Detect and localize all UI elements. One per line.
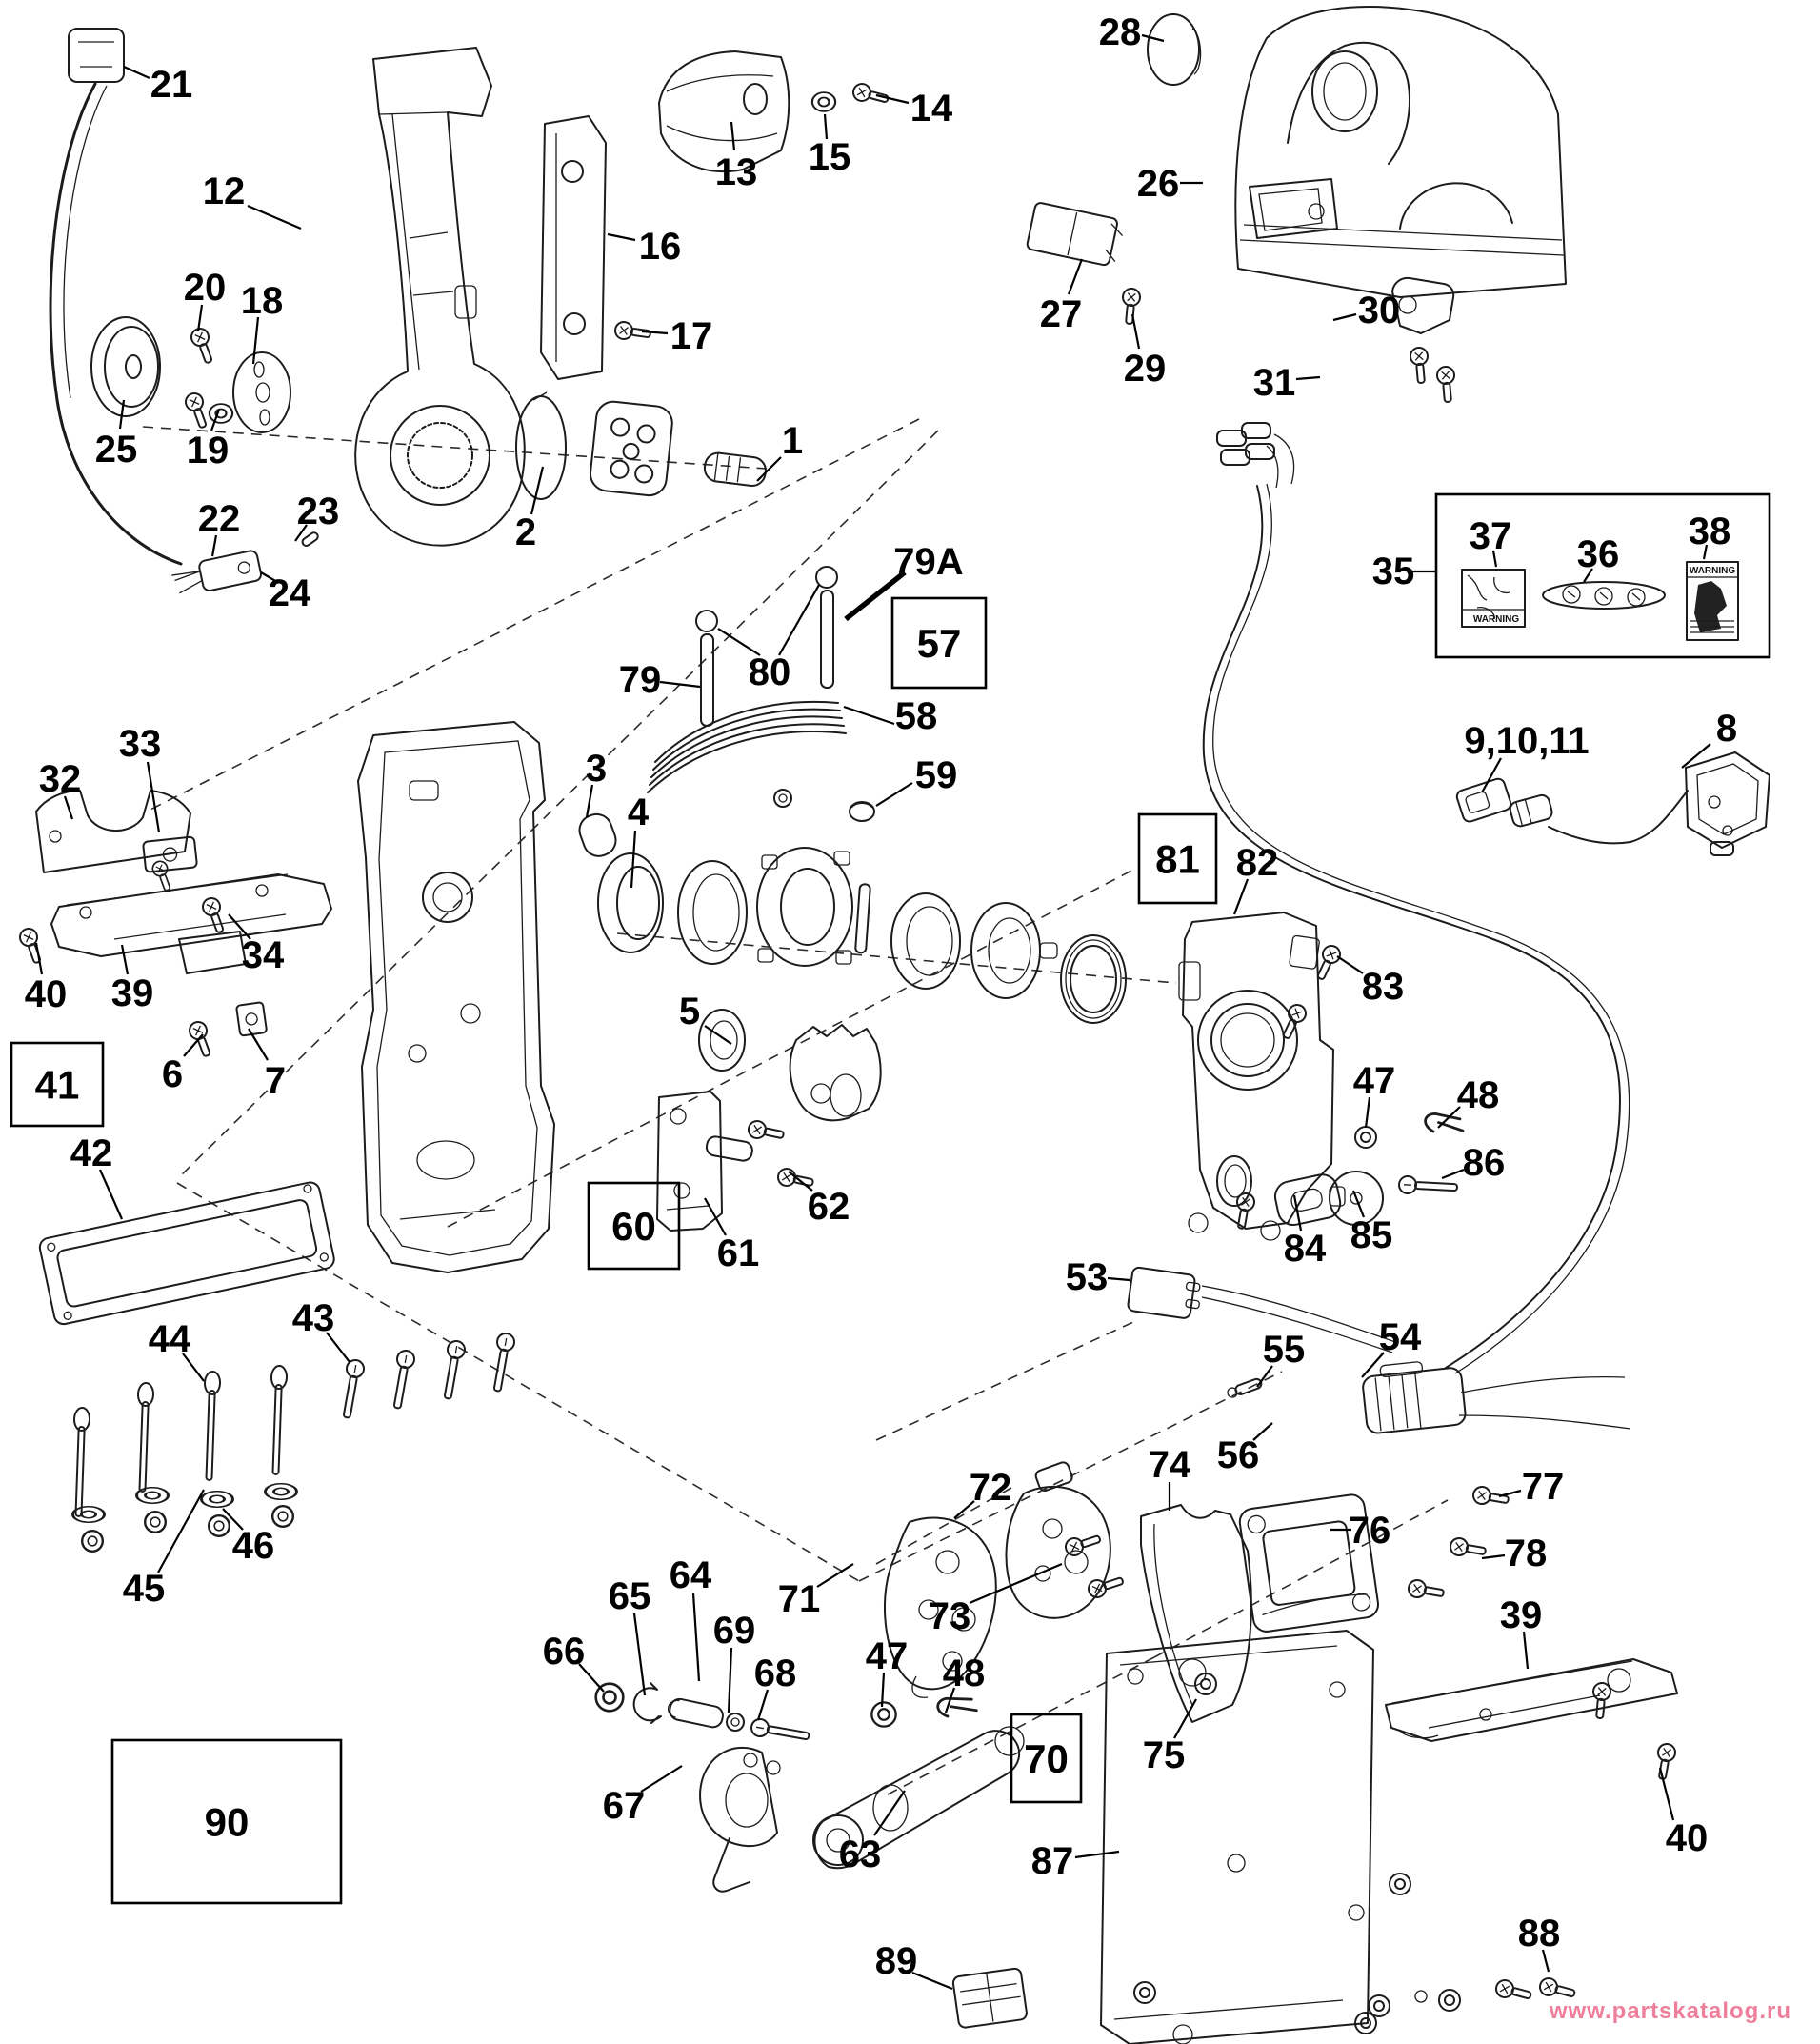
part-number: 29 [1123, 348, 1167, 390]
part-callout [223, 1509, 274, 1567]
part-number: 39 [110, 972, 154, 1014]
washer [1390, 1874, 1410, 1894]
part-number: 90 [204, 1799, 250, 1845]
part-callout [642, 315, 712, 357]
part-18-plate [233, 352, 290, 432]
screw [1450, 1537, 1488, 1560]
part-number: 86 [1462, 1142, 1506, 1184]
warning-pictogram [1694, 581, 1727, 632]
part-number: 33 [118, 723, 162, 765]
part-callout [1350, 1191, 1393, 1256]
part-89-block [952, 1968, 1028, 2028]
linkage-84-85-86 [1272, 1106, 1464, 1228]
harness-plug-top [1217, 423, 1294, 488]
part-54-connector [1361, 1357, 1630, 1433]
part-55-pin [1227, 1377, 1263, 1398]
part-callout [839, 1791, 905, 1875]
e-clip [634, 1683, 661, 1723]
part-callout [1031, 1840, 1119, 1882]
part-number: 59 [914, 754, 958, 796]
bolt [268, 1366, 287, 1474]
screw [747, 1119, 785, 1143]
part-callout [39, 758, 82, 819]
part-number: 89 [874, 1940, 918, 1982]
part-5-wheel [699, 1010, 881, 1120]
part-number: 76 [1348, 1510, 1391, 1552]
screw [389, 1350, 415, 1410]
part-callout [609, 1575, 651, 1695]
part-23-pin [301, 531, 319, 548]
part-25-grommet [91, 317, 160, 416]
main-housing [358, 722, 554, 1272]
bolt-rows [70, 1333, 515, 1552]
part-number: 8 [1715, 708, 1738, 750]
part-number: 70 [1024, 1736, 1069, 1781]
washer [210, 404, 232, 423]
bolt [134, 1383, 153, 1492]
part-callout [670, 1554, 712, 1681]
part-number: 67 [602, 1785, 646, 1827]
part-callout [875, 1940, 952, 1989]
part-number: 19 [186, 430, 230, 471]
part-number: 56 [1216, 1434, 1260, 1476]
boxed-callout [1139, 814, 1216, 903]
part-number: 40 [1665, 1817, 1709, 1859]
part-callout [846, 541, 964, 619]
screw [200, 895, 229, 934]
watermark: www.partskatalog.ru [1549, 1998, 1791, 2024]
part-number: 80 [748, 651, 791, 693]
part-72-plate [1007, 1461, 1110, 1618]
part-number: 83 [1361, 966, 1405, 1008]
part-number: 55 [1262, 1329, 1306, 1371]
screw [189, 326, 217, 365]
part-callout [292, 1297, 350, 1362]
part-number: 58 [894, 695, 938, 737]
part-callout [954, 1467, 1011, 1518]
part-number: 26 [1136, 163, 1180, 205]
part-callout [866, 1635, 909, 1707]
part-callout [679, 991, 731, 1044]
part-callout [1099, 11, 1164, 53]
part-callout [1660, 1768, 1708, 1859]
part-number: 39 [1499, 1594, 1543, 1636]
part-number: 68 [753, 1653, 797, 1694]
part-39-bracket-right [1386, 1659, 1677, 1741]
part-number: 45 [122, 1568, 166, 1610]
part-callout [1353, 1060, 1396, 1128]
part-number: 37 [1469, 515, 1512, 557]
part-callout [1438, 1074, 1499, 1128]
washer [1369, 1995, 1390, 2016]
part-number: 32 [38, 758, 82, 800]
screw [338, 1359, 365, 1419]
part-callout [1143, 1699, 1196, 1776]
part-number: 18 [240, 280, 284, 322]
bolt [70, 1408, 90, 1516]
fasteners-top-left [91, 82, 890, 432]
part-number: 6 [161, 1053, 184, 1095]
nut [774, 790, 791, 807]
part-callout [1482, 1533, 1547, 1574]
part-number: 23 [296, 491, 340, 532]
nut [272, 1506, 293, 1527]
part-callout [203, 170, 301, 229]
part-callout [603, 1766, 682, 1827]
part-26-cover [1235, 7, 1566, 297]
part-callout [70, 1132, 122, 1219]
washer [1355, 1127, 1376, 1148]
nut [82, 1531, 103, 1552]
part-number: 47 [1352, 1060, 1396, 1102]
part-number: 64 [669, 1554, 712, 1596]
screw [1436, 366, 1456, 402]
part-9-10-11-connector [1455, 777, 1630, 844]
part-number: 66 [542, 1631, 586, 1673]
part-number: 28 [1098, 11, 1142, 53]
part-callout [515, 467, 543, 553]
warning-text: WARNING [1472, 614, 1520, 625]
boxed-callout [1011, 1714, 1081, 1802]
washer [812, 92, 835, 111]
part-number: 71 [777, 1578, 821, 1620]
callout-layer [11, 11, 1737, 1989]
part-number: 25 [94, 429, 138, 471]
part-number: 1 [781, 420, 804, 462]
part-callout [1500, 1594, 1543, 1669]
screw [1410, 347, 1430, 383]
part-callout [249, 1029, 286, 1102]
screw [150, 859, 174, 892]
shift-decal-36 [1543, 582, 1665, 609]
part-callout [778, 1564, 853, 1620]
part-callout [715, 122, 758, 193]
part-number: 30 [1357, 290, 1401, 331]
part-30-clip [1392, 278, 1453, 333]
cam-ring [757, 848, 852, 966]
part-callout [1217, 1423, 1272, 1476]
warning-decal-38 [1687, 562, 1738, 640]
part-callout [1253, 362, 1320, 404]
washer [1439, 1990, 1460, 2011]
nut [209, 1515, 230, 1536]
part-number: 44 [148, 1318, 191, 1360]
part-callout [184, 267, 227, 331]
part-callout [543, 1631, 604, 1692]
part-number: 38 [1688, 511, 1731, 552]
part-callout [261, 572, 311, 614]
part-number: 13 [714, 151, 758, 193]
part-callout [1137, 163, 1203, 205]
boxed-callout [11, 1043, 103, 1126]
part-callout [713, 1610, 756, 1713]
part-number: 42 [70, 1132, 113, 1174]
screw [1591, 1682, 1611, 1718]
part-28-cap [1148, 14, 1201, 85]
part-27-pad [1027, 202, 1126, 268]
part-callout [198, 498, 241, 556]
part-number: 12 [202, 170, 246, 212]
washer [137, 1488, 169, 1504]
part-callout [718, 585, 819, 693]
warning-decal-37 [1462, 570, 1525, 627]
part-number: 78 [1504, 1533, 1548, 1574]
washer [266, 1484, 297, 1500]
bolt [1399, 1176, 1458, 1196]
part-callout [1284, 1195, 1327, 1270]
part-16-trim-cover [541, 116, 606, 379]
part-number: 41 [34, 1062, 80, 1108]
part-number: 20 [183, 267, 227, 309]
part-number: 88 [1517, 1913, 1561, 1954]
screw [1472, 1486, 1510, 1509]
part-42-gasket [38, 1181, 336, 1326]
part-callout [1577, 533, 1620, 582]
part-number: 84 [1283, 1228, 1327, 1270]
part-number: 62 [807, 1186, 850, 1228]
part-number: 75 [1142, 1734, 1186, 1776]
part-callout [1372, 551, 1435, 592]
part-callout [1362, 1316, 1422, 1377]
screw [1653, 1743, 1676, 1781]
part-callout [229, 914, 285, 976]
boxed-callout [112, 1740, 341, 1903]
part-callout [1470, 515, 1512, 567]
part-number: 74 [1148, 1444, 1191, 1486]
part-callout [789, 1172, 850, 1228]
washer [871, 1702, 895, 1726]
part-number: 57 [916, 621, 962, 666]
part-number: 9,10,11 [1464, 720, 1590, 762]
part-callout [876, 754, 957, 806]
part-callout [119, 723, 162, 832]
part-58-belt [648, 702, 846, 792]
screw [1121, 288, 1141, 324]
part-callout [943, 1653, 986, 1713]
part-callout [187, 410, 230, 471]
part-number: 14 [910, 88, 953, 130]
part-callout [619, 659, 700, 701]
part-number: 79A [893, 541, 964, 583]
screw [187, 1019, 215, 1058]
part-number: 40 [24, 973, 68, 1015]
part-number: 36 [1576, 533, 1620, 575]
nut [145, 1512, 166, 1533]
part-number: 48 [942, 1653, 986, 1694]
screw [17, 926, 46, 965]
part-number: 82 [1235, 842, 1279, 884]
clutch-disc-stack [598, 848, 1126, 1231]
part-callout [1442, 1142, 1505, 1184]
part-number: 35 [1371, 551, 1415, 592]
part-number: 46 [231, 1525, 275, 1567]
part-callout [95, 400, 138, 471]
part-callout [705, 1198, 759, 1274]
screw [1408, 1579, 1446, 1602]
part-number: 47 [865, 1635, 909, 1677]
screw [183, 391, 211, 430]
part-callout [1234, 842, 1278, 914]
part-callout [1682, 708, 1737, 768]
part-67-clamp [700, 1748, 780, 1892]
part-callout [1149, 1444, 1191, 1511]
screw [1494, 1978, 1532, 2004]
part-callout [844, 695, 937, 737]
nut [727, 1713, 744, 1731]
warning-text: WARNING [1689, 566, 1736, 576]
part-callout [1518, 1913, 1561, 1972]
part-84-link [1272, 1172, 1343, 1228]
part-number: 60 [611, 1204, 656, 1249]
part-callout [586, 748, 607, 817]
washer [202, 1492, 233, 1508]
part-callout [162, 1034, 203, 1095]
part-number: 4 [627, 792, 650, 833]
boxed-callout [892, 598, 986, 688]
part-number: 43 [291, 1297, 335, 1339]
cover-recess [1250, 179, 1337, 238]
part-callout [809, 114, 851, 178]
part-8-horn [1630, 752, 1770, 855]
part-callout [1066, 1256, 1130, 1298]
part-number: 5 [678, 991, 701, 1032]
cover-assembly [1027, 7, 1566, 403]
part-callout [1464, 720, 1589, 792]
part-number: 22 [197, 498, 241, 540]
part-callout [876, 88, 953, 130]
part-number: 65 [608, 1575, 651, 1617]
part-59-plug [850, 802, 874, 821]
part-39-rail [51, 874, 331, 973]
part-number: 24 [268, 572, 311, 614]
part-number: 69 [712, 1610, 756, 1652]
part-number: 21 [150, 64, 193, 106]
screw [851, 82, 890, 108]
part-12-control-lever [355, 48, 525, 546]
part-number: 7 [264, 1060, 287, 1102]
part-callout [123, 1490, 204, 1610]
part-callout [754, 1653, 797, 1720]
bolt [201, 1372, 220, 1480]
part-number: 17 [670, 315, 713, 357]
part-callout [757, 420, 803, 481]
part-callout [1333, 290, 1400, 331]
part-1-detent-assembly [516, 392, 768, 499]
part-number: 15 [808, 136, 851, 178]
part-number: 2 [514, 511, 537, 553]
part-number: 16 [638, 226, 682, 268]
part-21-cable-anchor [50, 29, 181, 564]
part-61-bracket [657, 1092, 753, 1231]
part-callout [628, 792, 650, 888]
part-callout [149, 1318, 204, 1381]
part-callout [1040, 259, 1083, 335]
part-7-square-nut [236, 1002, 267, 1036]
part-callout [111, 945, 154, 1014]
part-number: 3 [585, 748, 608, 790]
part-number: 63 [838, 1834, 882, 1875]
part-number: 87 [1030, 1840, 1074, 1882]
part-callout [608, 226, 681, 268]
part-number: 81 [1155, 836, 1200, 882]
part-callout [241, 280, 284, 364]
studs-and-belt [575, 567, 874, 860]
part-number: 48 [1456, 1074, 1500, 1116]
bolt [750, 1718, 810, 1745]
part-callout [1257, 1329, 1305, 1387]
part-3-roller [575, 810, 620, 860]
part-number: 79 [618, 659, 662, 701]
part-callout [1337, 956, 1404, 1008]
screw [489, 1333, 515, 1393]
part-number: 73 [928, 1595, 971, 1637]
part-number: 31 [1252, 362, 1296, 404]
part-number: 54 [1378, 1316, 1422, 1358]
part-callout [1330, 1510, 1390, 1552]
part-number: 61 [716, 1232, 760, 1274]
part-number: 77 [1521, 1466, 1565, 1508]
part-number: 53 [1065, 1256, 1109, 1298]
part-number: 34 [241, 934, 285, 976]
part-callout [124, 64, 192, 106]
part-callout [1689, 511, 1731, 559]
part-number: 72 [969, 1467, 1012, 1509]
washer [73, 1507, 105, 1523]
part-number: 85 [1350, 1214, 1393, 1256]
part-number: 27 [1039, 293, 1083, 335]
linkage-hardware [596, 1683, 1024, 1892]
part-callout [1124, 314, 1167, 390]
